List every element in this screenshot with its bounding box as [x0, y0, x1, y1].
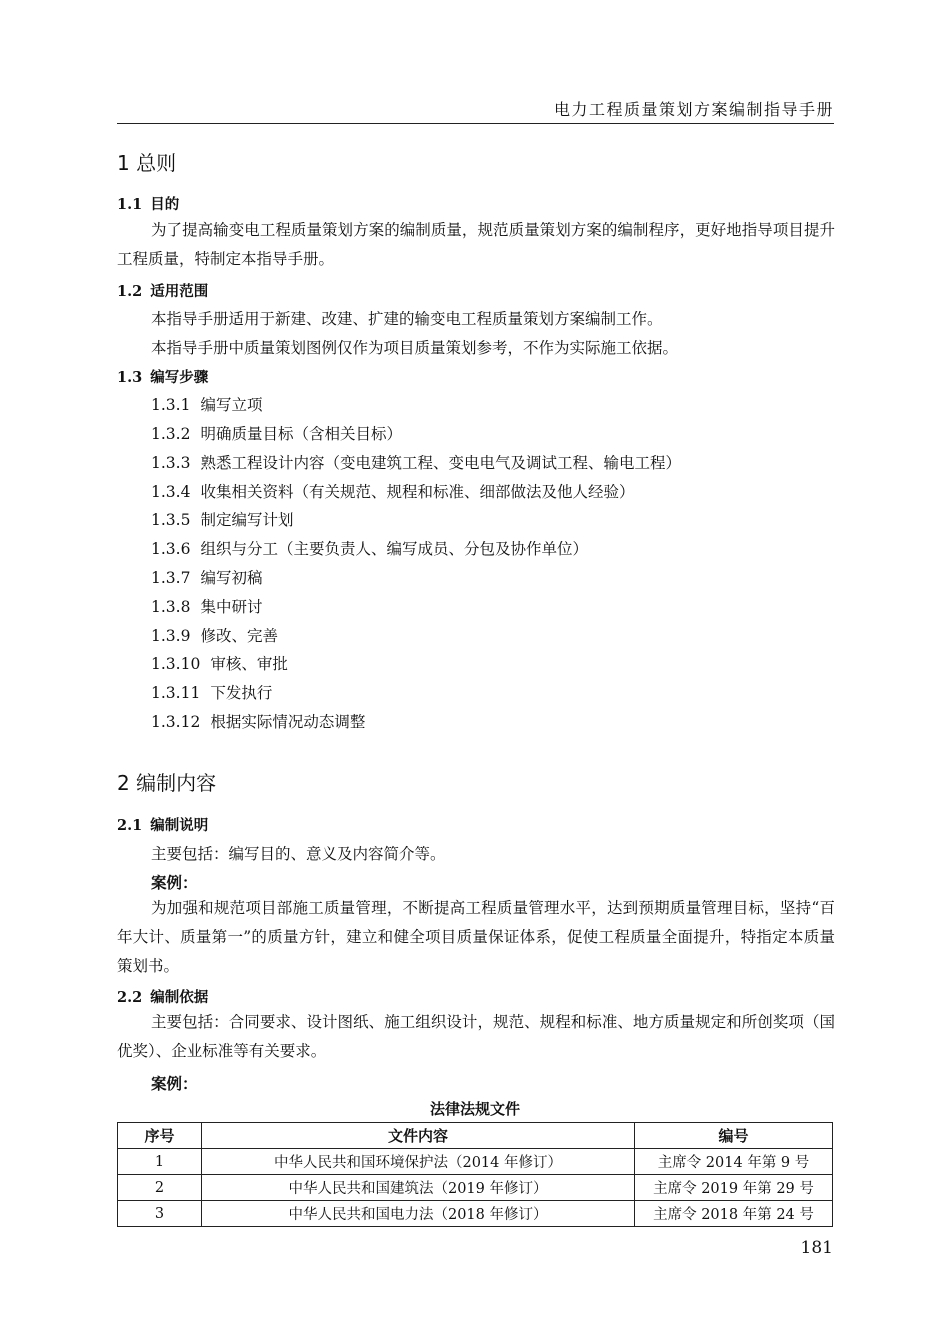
section-number: 1.1: [117, 196, 143, 213]
section-title: 编制说明: [150, 817, 209, 834]
running-header: [117, 96, 834, 124]
table-cell: 中华人民共和国建筑法（2019 年修订）: [202, 1175, 635, 1201]
table-cell: 中华人民共和国电力法（2018 年修订）: [202, 1201, 635, 1227]
table-header-row: [118, 1123, 833, 1149]
step-item: 1.3.8 集中研讨: [151, 598, 263, 616]
table-cell: 主席令 2018 年第 24 号: [635, 1201, 833, 1227]
table-caption: 法律法规文件: [429, 1100, 520, 1118]
table-cell: 3: [118, 1201, 202, 1227]
section-number: 2.1: [117, 817, 143, 834]
step-item: 1.3.11 下发执行: [151, 684, 273, 702]
section-title: 目的: [150, 196, 180, 213]
table-row: [118, 1175, 833, 1201]
section-number: 2.2: [117, 989, 143, 1006]
header-cell: 文件内容: [202, 1123, 635, 1149]
step-item: 1.3.10 审核、审批: [151, 655, 288, 673]
header-title: 电力工程质量策划方案编制指导手册: [553, 100, 834, 119]
header-cell: 编号: [635, 1123, 833, 1149]
section-2-2-heading: [117, 986, 208, 1007]
case-label: 案例：: [151, 1074, 198, 1093]
chapter-1-title: 1 总则: [117, 151, 177, 175]
table-cell: 2: [118, 1175, 202, 1201]
table-cell: 中华人民共和国环境保护法（2014 年修订）: [202, 1149, 635, 1175]
step-item: 1.3.7 编写初稿: [151, 569, 263, 587]
table-cell: 1: [118, 1149, 202, 1175]
step-item: 1.3.9 修改、完善: [151, 627, 278, 645]
chapter-2-title: 2 编制内容: [117, 771, 217, 795]
section-1-1-text: 为了提高输变电工程质量策划方案的编制质量，规范质量策划方案的编制程序，更好地指导项目提升工程质量，特制定本指导手册。: [117, 221, 835, 268]
page-number: 181: [800, 1238, 833, 1258]
table-cell: 主席令 2019 年第 29 号: [635, 1175, 833, 1201]
section-1-2-paragraph-1: 本指导手册适用于新建、改建、扩建的输变电工程质量策划方案编制工作。: [151, 310, 663, 328]
step-item: 1.3.12 根据实际情况动态调整: [151, 713, 366, 731]
step-item: 1.3.3 熟悉工程设计内容（变电建筑工程、变电电气及调试工程、输电工程）: [151, 454, 681, 472]
table-row: [118, 1201, 833, 1227]
step-item: 1.3.2 明确质量目标（含相关目标）: [151, 425, 402, 443]
section-title: 编写步骤: [150, 369, 209, 386]
section-title: 编制依据: [150, 989, 209, 1006]
section-2-1-heading: [117, 814, 208, 835]
table-cell: 主席令 2014 年第 9 号: [635, 1149, 833, 1175]
section-2-1-case-text: 为加强和规范项目部施工质量管理，不断提高工程质量管理水平，达到预期质量管理目标，坚持“百年大计、质量第一”的质量方针，建立和健全项目质量保证体系，促使工程质量全面提升，特指定本质量策划书。: [117, 899, 835, 975]
step-item: 1.3.5 制定编写计划: [151, 511, 294, 529]
table-row: [118, 1149, 833, 1175]
laws-table: [117, 1122, 833, 1227]
section-1-1-heading: [117, 193, 179, 214]
case-label: 案例：: [151, 873, 198, 892]
section-title: 适用范围: [150, 283, 209, 300]
section-1-2-paragraph-2: 本指导手册中质量策划图例仅作为项目质量策划参考，不作为实际施工依据。: [151, 339, 679, 357]
section-2-1-intro: 主要包括：编写目的、意义及内容简介等。: [151, 845, 446, 863]
section-1-2-heading: [117, 280, 208, 301]
section-1-3-heading: [117, 366, 208, 387]
step-item: 1.3.1 编写立项: [151, 396, 263, 414]
header-cell: 序号: [118, 1123, 202, 1149]
section-number: 1.2: [117, 283, 143, 300]
section-number: 1.3: [117, 369, 143, 386]
section-2-2-intro: 主要包括：合同要求、设计图纸、施工组织设计，规范、规程和标准、地方质量规定和所创奖项（国优奖）、企业标准等有关要求。: [117, 1013, 835, 1060]
step-item: 1.3.4 收集相关资料（有关规范、规程和标准、细部做法及他人经验）: [151, 483, 635, 501]
step-item: 1.3.6 组织与分工（主要负责人、编写成员、分包及协作单位）: [151, 540, 588, 558]
